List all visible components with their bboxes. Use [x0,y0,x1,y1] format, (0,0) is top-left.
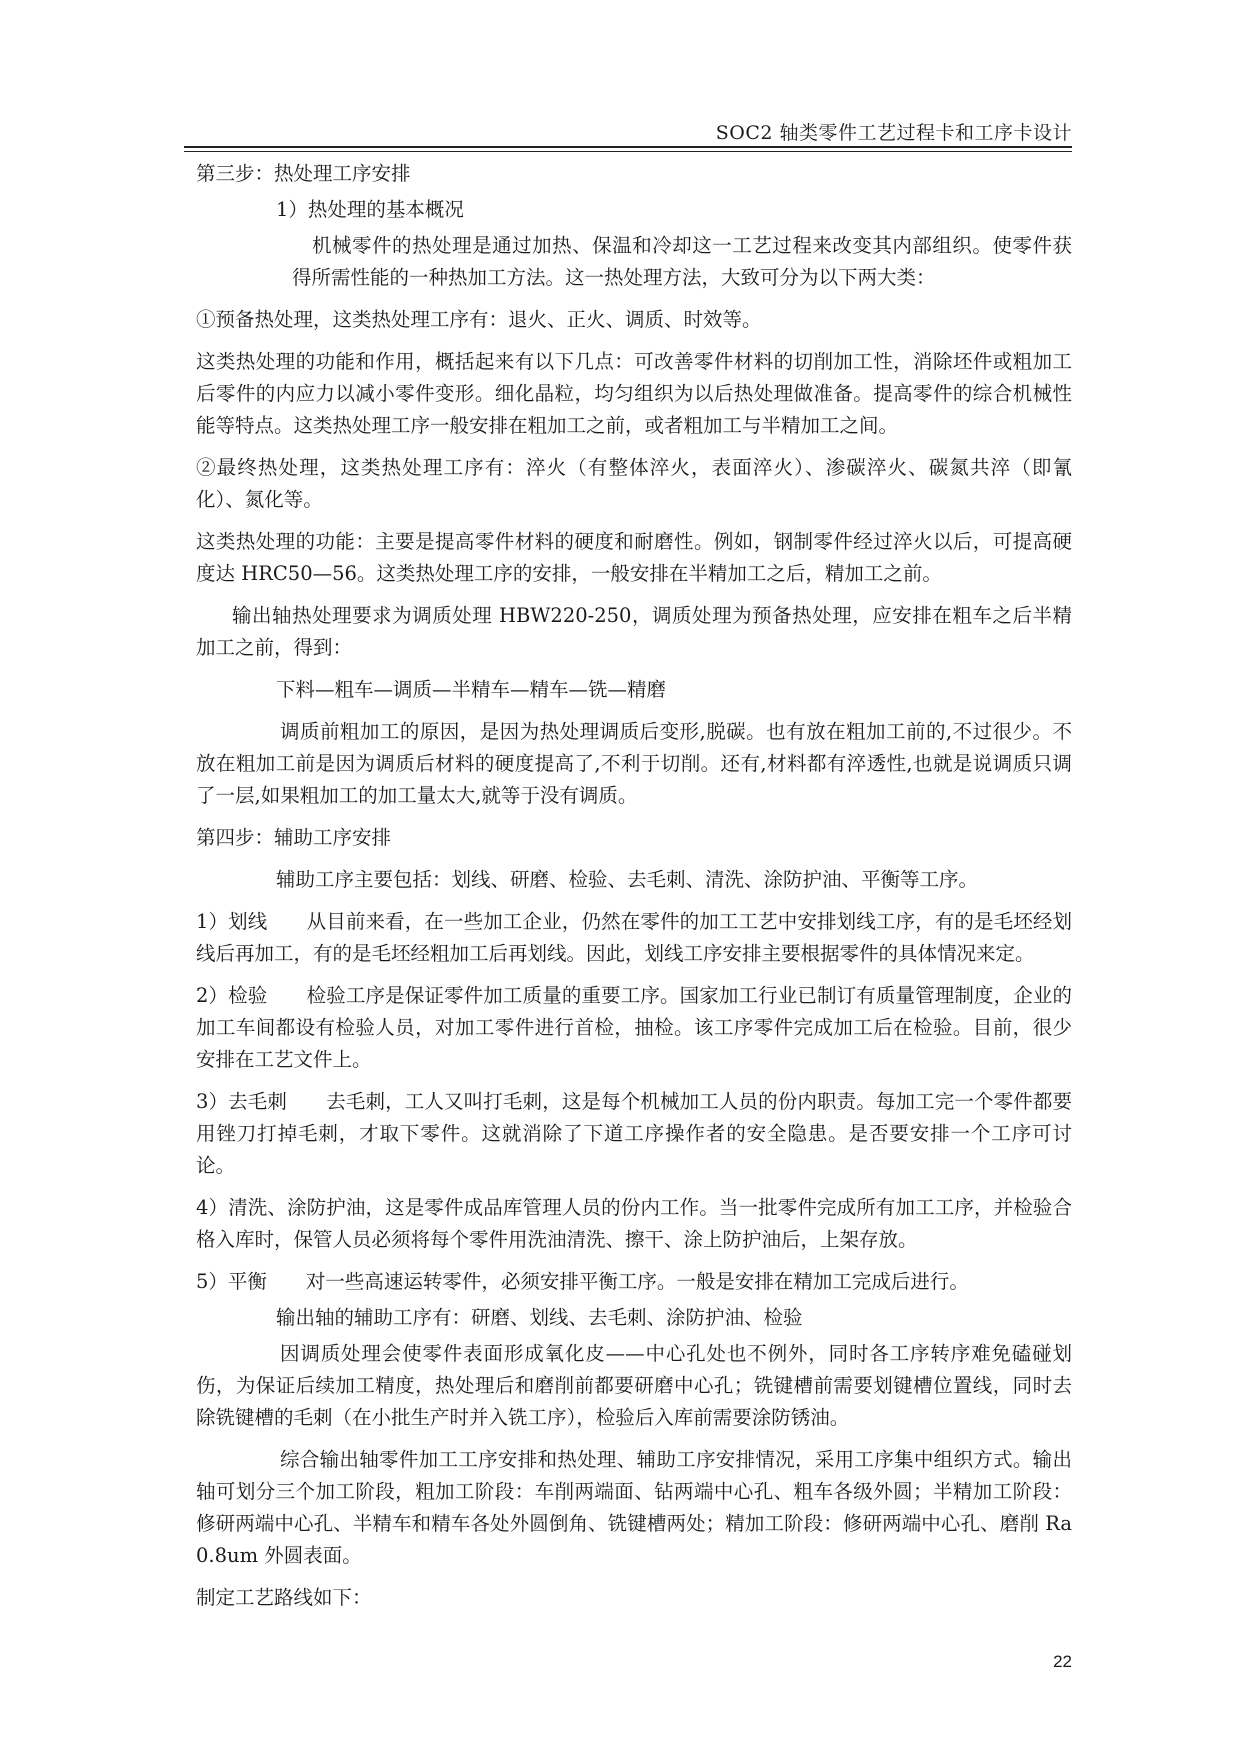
paragraph-preliminary-heat-treatment: ①预备热处理，这类热处理工序有：退火、正火、调质、时效等。 [196,308,762,331]
page-number: 22 [1053,1652,1072,1671]
paragraph-marking: 1）划线 从目前来看，在一些加工企业，仍然在零件的加工工艺中安排划线工序，有的是毛坯经划线后再加工，有的是毛坯经粗加工后再划线。因此，划线工序安排主要根据零件的具体情况来定。 [196,910,1072,965]
process-sequence-line: 下料—粗车—调质—半精车—精车—铣—精磨 [276,678,667,701]
paragraph-final-function: 这类热处理的功能：主要是提高零件材料的硬度和耐磨性。例如，钢制零件经过淬火以后，可提高硬度达 HRC50—56。这类热处理工序的安排，一般安排在半精加工之后，精加工之前。 [196,530,1072,585]
paragraph-deburring: 3）去毛刺 去毛刺，工人又叫打毛刺，这是每个机械加工人员的份内职责。每加工完一个零件都要用锉刀打掉毛刺，才取下零件。这就消除了下道工序操作者的安全隐患。是否要安排一个工序可讨论。 [196,1090,1072,1177]
paragraph-inspection: 2）检验 检验工序是保证零件加工质量的重要工序。国家加工行业已制订有质量管理制度，企业的加工车间都设有检验人员，对加工零件进行首检，抽检。该工序零件完成加工后在检验。目前，很少安排在工艺文件上。 [196,984,1072,1071]
step-heading-heat-treatment: 第三步：热处理工序安排 [196,162,411,185]
paragraph-route-intro: 制定工艺路线如下： [196,1586,372,1609]
running-header: SOC2 轴类零件工艺过程卡和工序卡设计 [715,122,1072,144]
paragraph-cleaning-oiling: 4）清洗、涂防护油，这是零件成品库管理人员的份内工作。当一批零件完成所有加工工序，并检验合格入库时，保管人员必须将每个零件用洗油清洗、擦干、涂上防护油后，上架存放。 [196,1196,1072,1251]
body-text [196,158,1072,1614]
paragraph-output-shaft-auxiliary: 输出轴的辅助工序有：研磨、划线、去毛刺、涂防护油、检验 [276,1306,803,1329]
paragraph-preliminary-function: 这类热处理的功能和作用，概括起来有以下几点：可改善零件材料的切削加工性，消除坯件或粗加工后零件的内应力以减小零件变形。细化晶粒，均匀组织为以后热处理做准备。提高零件的综合机械性能等特点。这类热处理工序一般安排在粗加工之前，或者粗加工与半精加工之间。 [196,350,1072,437]
paragraph-auxiliary-overview: 辅助工序主要包括：划线、研磨、检验、去毛刺、清洗、涂防护油、平衡等工序。 [276,868,979,891]
paragraph-final-heat-treatment: ②最终热处理，这类热处理工序有：淬火（有整体淬火，表面淬火）、渗碳淬火、碳氮共淬（即氰化）、氮化等。 [196,456,1072,511]
paragraph-process-stages: 综合输出轴零件加工工序安排和热处理、辅助工序安排情况，采用工序集中组织方式。输出轴可划分三个加工阶段，粗加工阶段：车削两端面、钻两端中心孔、粗车各级外圆；半精加工阶段：修研两端中心孔、半精车和精车各处外圆倒角、铣键槽两处；精加工阶段：修研两端中心孔、磨削 Ra0.8um 外圆表面。 [196,1448,1072,1567]
paragraph-oxide-scale: 因调质处理会使零件表面形成氧化皮——中心孔处也不例外，同时各工序转序难免磕碰划伤，为保证后续加工精度，热处理后和磨削前都要研磨中心孔；铣键槽前需要划键槽位置线，同时去除铣键槽的毛刺（在小批生产时并入铣工序），检验后入库前需要涂防锈油。 [196,1342,1072,1429]
paragraph-balancing: 5）平衡 对一些高速运转零件，必须安排平衡工序。一般是安排在精加工完成后进行。 [196,1270,969,1293]
header-rule [184,146,1072,148]
step-heading-auxiliary: 第四步：辅助工序安排 [196,826,392,849]
paragraph-output-shaft-heat-treatment: 输出轴热处理要求为调质处理 HBW220-250，调质处理为预备热处理，应安排在粗车之后半精加工之前，得到： [196,604,1072,659]
subheading-heat-treatment-overview: 1）热处理的基本概况 [276,198,464,221]
header-rule-thin [184,151,1072,152]
paragraph-heat-treatment-definition: 机械零件的热处理是通过加热、保温和冷却这一工艺过程来改变其内部组织。使零件获得所需性能的一种热加工方法。这一热处理方法，大致可分为以下两大类： [292,234,1072,289]
paragraph-rough-machining-reason: 调质前粗加工的原因，是因为热处理调质后变形,脱碳。也有放在粗加工前的,不过很少。不放在粗加工前是因为调质后材料的硬度提高了,不利于切削。还有,材料都有淬透性,也就是说调质只调了一层,如果粗加工的加工量太大,就等于没有调质。 [196,720,1072,807]
